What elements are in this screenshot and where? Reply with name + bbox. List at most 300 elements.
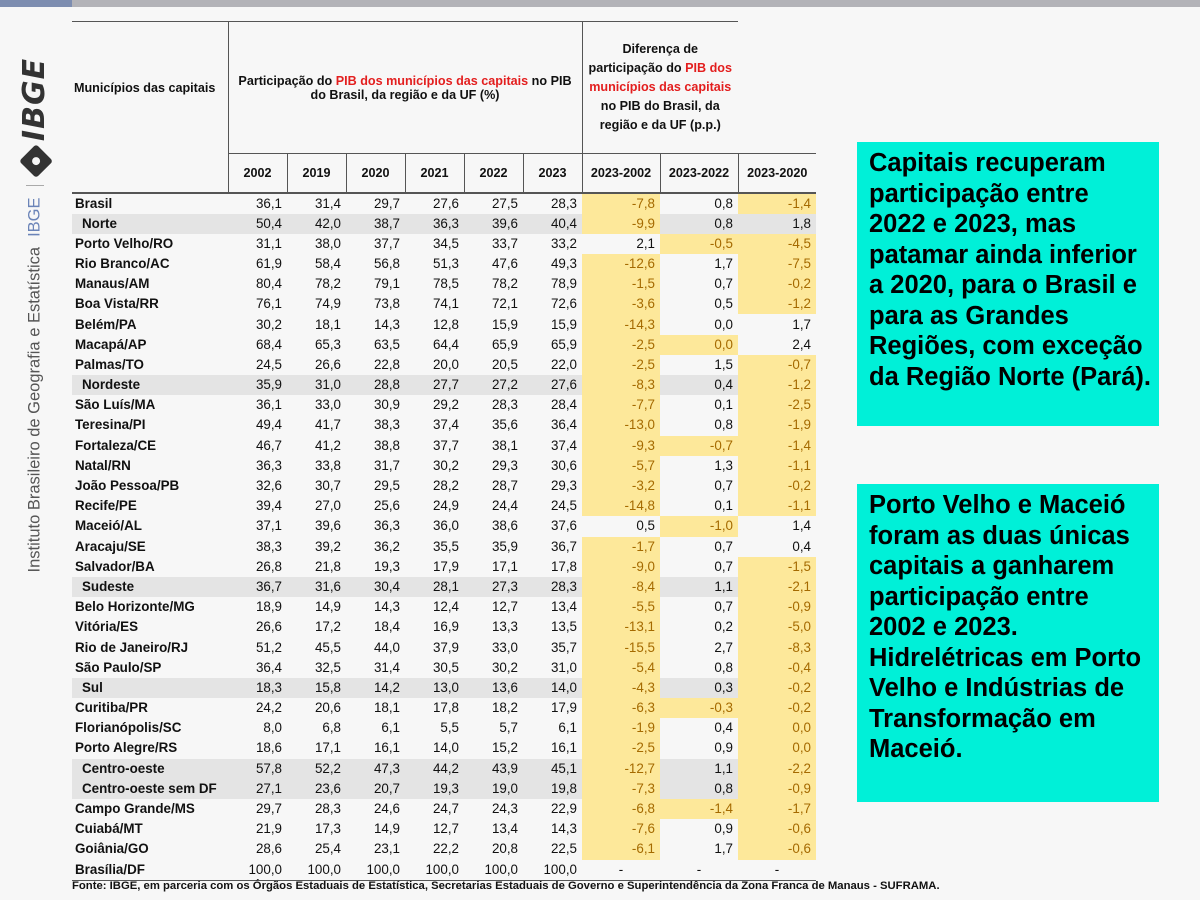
diff-cell: -0,7 xyxy=(660,436,738,456)
value-cell: 20,5 xyxy=(491,356,518,372)
table-row xyxy=(72,779,816,799)
value-cell: 19,0 xyxy=(464,779,523,799)
value-cell: 56,8 xyxy=(373,255,400,271)
value-cell: 14,0 xyxy=(432,740,459,756)
table-row xyxy=(72,415,816,435)
ibge-logo-icon xyxy=(19,144,53,178)
value-cell: 28,3 xyxy=(491,397,518,413)
value-cell: 34,5 xyxy=(432,235,459,251)
value-cell: 36,2 xyxy=(373,538,400,554)
value-cell: 28,1 xyxy=(405,577,464,597)
diff-cell: 0,4 xyxy=(792,538,811,554)
row-label: Norte xyxy=(72,214,228,234)
diff-cell: -8,3 xyxy=(738,637,816,657)
value-cell: 30,2 xyxy=(255,316,282,332)
value-cell: 17,1 xyxy=(491,558,518,574)
diff-cell: 0,4 xyxy=(660,375,738,395)
value-cell: 100,0 xyxy=(228,860,287,881)
diff-cell: -6,1 xyxy=(582,839,660,859)
value-cell: 27,0 xyxy=(314,498,341,514)
value-cell: 100,0 xyxy=(464,860,523,881)
diff-cell: 2,1 xyxy=(636,235,655,251)
value-cell: 28,2 xyxy=(432,478,459,494)
top-bar xyxy=(0,0,1200,7)
value-cell: 100,0 xyxy=(523,860,582,881)
value-cell: 14,3 xyxy=(550,821,577,837)
value-cell: 28,3 xyxy=(550,195,577,211)
value-cell: 51,2 xyxy=(255,639,282,655)
diff-cell: -1,5 xyxy=(738,557,816,577)
value-cell: 38,3 xyxy=(373,417,400,433)
value-cell: 6,1 xyxy=(381,720,400,736)
value-cell: 43,9 xyxy=(464,759,523,779)
value-cell: 15,2 xyxy=(491,740,518,756)
value-cell: 20,0 xyxy=(432,356,459,372)
diff-cell: - xyxy=(582,860,660,881)
value-cell: 39,4 xyxy=(255,498,282,514)
row-label: Salvador/BA xyxy=(75,558,155,574)
value-cell: 17,2 xyxy=(314,619,341,635)
value-cell: 100,0 xyxy=(405,860,464,881)
value-cell: 5,7 xyxy=(499,720,518,736)
row-label: Porto Velho/RO xyxy=(75,235,174,251)
value-cell: 28,8 xyxy=(346,375,405,395)
value-cell: 27,1 xyxy=(228,779,287,799)
diff-cell: 0,9 xyxy=(714,740,733,756)
table-row xyxy=(72,577,816,597)
diff-cell: 2,4 xyxy=(792,336,811,352)
diff-cell: -1,4 xyxy=(738,193,816,214)
value-cell: 29,7 xyxy=(255,801,282,817)
diff-cell: - xyxy=(738,860,816,881)
value-cell: 21,9 xyxy=(255,821,282,837)
value-cell: 36,7 xyxy=(228,577,287,597)
diff-cell: 1,5 xyxy=(714,356,733,372)
value-cell: 21,8 xyxy=(314,558,341,574)
institute-full-name: Instituto Brasileiro de Geografia e Estatística xyxy=(25,246,44,573)
row-label: Goiânia/GO xyxy=(75,841,149,857)
value-cell: 22,5 xyxy=(550,841,577,857)
value-cell: 13,0 xyxy=(405,678,464,698)
value-cell: 32,6 xyxy=(255,478,282,494)
table-row xyxy=(72,193,816,214)
diff-cell: -2,5 xyxy=(582,738,660,758)
value-cell: 24,4 xyxy=(491,498,518,514)
value-cell: 27,2 xyxy=(464,375,523,395)
value-cell: 17,9 xyxy=(432,558,459,574)
value-cell: 13,5 xyxy=(550,619,577,635)
value-cell: 27,3 xyxy=(464,577,523,597)
value-cell: 72,1 xyxy=(491,296,518,312)
table-row xyxy=(72,496,816,516)
value-cell: 79,1 xyxy=(373,276,400,292)
diff-cell: -2,5 xyxy=(738,395,816,415)
row-label: Boa Vista/RR xyxy=(75,296,159,312)
value-cell: 12,7 xyxy=(432,821,459,837)
diff-cell: -6,8 xyxy=(582,799,660,819)
diff-cell: -14,3 xyxy=(582,314,660,334)
value-cell: 35,9 xyxy=(228,375,287,395)
value-cell: 14,9 xyxy=(314,599,341,615)
value-cell: 14,3 xyxy=(373,316,400,332)
diff-cell: 1,3 xyxy=(714,457,733,473)
value-cell: 35,5 xyxy=(432,538,459,554)
value-cell: 28,3 xyxy=(314,801,341,817)
value-cell: 29,7 xyxy=(373,195,400,211)
table-row xyxy=(72,254,816,274)
value-cell: 14,9 xyxy=(373,821,400,837)
diff-cell: -1,1 xyxy=(738,496,816,516)
source-note: Fonte: IBGE, em parceria com os Órgãos Estaduais de Estatística, Secretarias Estaduais de Governo e Superintendência da Zona Franca de Manaus - SUFRAMA. xyxy=(72,880,940,892)
value-cell: 65,3 xyxy=(314,336,341,352)
value-cell: 33,0 xyxy=(491,639,518,655)
table-row xyxy=(72,738,816,758)
diff-cell: -0,6 xyxy=(738,819,816,839)
row-label: Centro-oeste sem DF xyxy=(72,779,228,799)
value-cell: 36,1 xyxy=(255,397,282,413)
value-cell: 100,0 xyxy=(346,860,405,881)
value-cell: 39,6 xyxy=(314,518,341,534)
table-row xyxy=(72,759,816,779)
header-municipios: Municípios das capitais xyxy=(72,22,228,154)
diff-cell: -9,9 xyxy=(582,214,660,234)
diff-cell: 1,7 xyxy=(714,841,733,857)
value-cell: 37,4 xyxy=(550,437,577,453)
diff-cell: -0,3 xyxy=(660,698,738,718)
table-row xyxy=(72,436,816,456)
value-cell: 100,0 xyxy=(287,860,346,881)
header-diferenca: Diferença de participação do PIB dos municípios das capitais no PIB do Brasil, da região e da UF (p.p.) xyxy=(582,22,738,154)
value-cell: 37,9 xyxy=(432,639,459,655)
row-label: Rio de Janeiro/RJ xyxy=(75,639,189,655)
row-label: Recife/PE xyxy=(75,498,137,514)
row-label: Brasil xyxy=(75,195,113,211)
value-cell: 26,8 xyxy=(255,558,282,574)
value-cell: 16,9 xyxy=(432,619,459,635)
value-cell: 37,1 xyxy=(255,518,282,534)
table-row xyxy=(72,456,816,476)
table-row xyxy=(72,375,816,395)
table-row xyxy=(72,799,816,819)
diff-cell: -8,3 xyxy=(582,375,660,395)
diff-cell: -0,7 xyxy=(738,355,816,375)
value-cell: 24,2 xyxy=(255,700,282,716)
diff-cell: 0,1 xyxy=(714,397,733,413)
value-cell: 14,2 xyxy=(346,678,405,698)
value-cell: 13,3 xyxy=(491,619,518,635)
row-label: Cuiabá/MT xyxy=(75,821,143,837)
diff-cell: -7,6 xyxy=(582,819,660,839)
table-row xyxy=(72,314,816,334)
table-row xyxy=(72,294,816,314)
diff-cell: -3,6 xyxy=(582,294,660,314)
value-cell: 27,6 xyxy=(523,375,582,395)
value-cell: 68,4 xyxy=(255,336,282,352)
diff-cell: -5,0 xyxy=(738,617,816,637)
value-cell: 25,6 xyxy=(373,498,400,514)
value-cell: 8,0 xyxy=(263,720,282,736)
diff-cell: -2,2 xyxy=(738,759,816,779)
table-row xyxy=(72,537,816,557)
table-row xyxy=(72,355,816,375)
value-cell: 15,9 xyxy=(550,316,577,332)
table-row xyxy=(72,214,816,234)
diff-cell: 0,0 xyxy=(714,316,733,332)
table-row xyxy=(72,839,816,859)
diff-cell: -5,7 xyxy=(582,456,660,476)
value-cell: 78,9 xyxy=(550,276,577,292)
value-cell: 49,4 xyxy=(255,417,282,433)
diff-cell: 0,8 xyxy=(714,659,733,675)
diff-cell: 1,7 xyxy=(792,316,811,332)
row-label: Porto Alegre/RS xyxy=(75,740,178,756)
diff-cell: -4,3 xyxy=(582,678,660,698)
value-cell: 49,3 xyxy=(550,255,577,271)
ibge-logo xyxy=(17,50,53,180)
value-cell: 51,3 xyxy=(432,255,459,271)
value-cell: 76,1 xyxy=(255,296,282,312)
diff-cell: 0,0 xyxy=(738,718,816,738)
value-cell: 36,3 xyxy=(405,214,464,234)
diff-cell: 0,7 xyxy=(714,538,733,554)
row-label: São Paulo/SP xyxy=(75,659,162,675)
value-cell: 18,9 xyxy=(255,599,282,615)
value-cell: 45,1 xyxy=(523,759,582,779)
callout-porto-velho-maceio: Porto Velho e Maceió foram as duas únicas capitais a ganharem participação entre 2002 e 2023. Hidrelétricas em Porto Velho e Indústrias de Transformação em Maceió. xyxy=(857,484,1159,802)
logo-text: IBGE xyxy=(17,57,53,141)
value-cell: 41,7 xyxy=(314,417,341,433)
value-cell: 17,1 xyxy=(314,740,341,756)
value-cell: 31,4 xyxy=(314,195,341,211)
row-label: Natal/RN xyxy=(75,457,131,473)
value-cell: 38,7 xyxy=(346,214,405,234)
diff-cell: -2,5 xyxy=(582,355,660,375)
value-cell: 15,8 xyxy=(287,678,346,698)
value-cell: 46,7 xyxy=(255,437,282,453)
diff-cell: -1,4 xyxy=(738,436,816,456)
value-cell: 35,6 xyxy=(491,417,518,433)
value-cell: 78,2 xyxy=(314,276,341,292)
diff-cell: 0,4 xyxy=(714,720,733,736)
value-cell: 37,6 xyxy=(550,518,577,534)
row-label: Campo Grande/MS xyxy=(75,801,195,817)
value-cell: 36,4 xyxy=(255,659,282,675)
diff-cell: 1,7 xyxy=(714,255,733,271)
row-label: Sul xyxy=(72,678,228,698)
value-cell: 35,7 xyxy=(550,639,577,655)
diff-cell: -0,2 xyxy=(738,698,816,718)
row-label: Teresina/PI xyxy=(75,417,146,433)
value-cell: 23,6 xyxy=(287,779,346,799)
diff-cell: -0,2 xyxy=(738,476,816,496)
value-cell: 17,3 xyxy=(314,821,341,837)
header-diff: 2023-2020 xyxy=(738,154,816,193)
value-cell: 36,3 xyxy=(373,518,400,534)
diff-cell: -2,1 xyxy=(738,577,816,597)
value-cell: 37,4 xyxy=(432,417,459,433)
value-cell: 38,0 xyxy=(314,235,341,251)
row-label: Brasília/DF xyxy=(72,860,228,881)
diff-cell: -8,4 xyxy=(582,577,660,597)
diff-cell: -2,5 xyxy=(582,335,660,355)
value-cell: 45,5 xyxy=(314,639,341,655)
value-cell: 27,6 xyxy=(432,195,459,211)
value-cell: 36,7 xyxy=(550,538,577,554)
value-cell: 14,0 xyxy=(523,678,582,698)
value-cell: 47,6 xyxy=(491,255,518,271)
institute-abbr: IBGE xyxy=(25,197,44,237)
header-diff: 2023-2022 xyxy=(660,154,738,193)
diff-cell: 0,8 xyxy=(660,779,738,799)
header-diff: 2023-2002 xyxy=(582,154,660,193)
value-cell: 18,1 xyxy=(373,700,400,716)
value-cell: 38,1 xyxy=(491,437,518,453)
row-label: Macapá/AP xyxy=(75,336,147,352)
value-cell: 42,0 xyxy=(287,214,346,234)
value-cell: 22,9 xyxy=(550,801,577,817)
diff-cell: 2,7 xyxy=(714,639,733,655)
diff-cell: 1,8 xyxy=(738,214,816,234)
table-body xyxy=(72,193,816,881)
diff-cell: -14,8 xyxy=(582,496,660,516)
header-blank-cell xyxy=(72,154,228,193)
value-cell: 19,8 xyxy=(523,779,582,799)
diff-cell: -0,4 xyxy=(738,658,816,678)
header-row-years xyxy=(72,154,816,193)
diff-cell: -12,7 xyxy=(582,759,660,779)
value-cell: 80,4 xyxy=(255,276,282,292)
value-cell: 72,6 xyxy=(550,296,577,312)
value-cell: 31,7 xyxy=(373,457,400,473)
value-cell: 30,2 xyxy=(432,457,459,473)
diff-cell: 0,2 xyxy=(714,619,733,635)
value-cell: 35,9 xyxy=(491,538,518,554)
value-cell: 63,5 xyxy=(373,336,400,352)
table-row xyxy=(72,395,816,415)
value-cell: 65,9 xyxy=(491,336,518,352)
value-cell: 39,6 xyxy=(464,214,523,234)
value-cell: 40,4 xyxy=(523,214,582,234)
diff-cell: -0,2 xyxy=(738,678,816,698)
table-row xyxy=(72,476,816,496)
value-cell: 52,2 xyxy=(287,759,346,779)
value-cell: 44,0 xyxy=(373,639,400,655)
table-row xyxy=(72,819,816,839)
diff-cell: 0,5 xyxy=(636,518,655,534)
value-cell: 39,2 xyxy=(314,538,341,554)
value-cell: 31,6 xyxy=(287,577,346,597)
value-cell: 33,8 xyxy=(314,457,341,473)
value-cell: 36,3 xyxy=(255,457,282,473)
diff-cell: -1,0 xyxy=(660,516,738,536)
value-cell: 33,7 xyxy=(491,235,518,251)
diff-cell: 0,8 xyxy=(714,417,733,433)
diff-cell: 0,0 xyxy=(660,335,738,355)
value-cell: 24,5 xyxy=(255,356,282,372)
value-cell: 22,8 xyxy=(373,356,400,372)
table-row xyxy=(72,597,816,617)
row-label: Palmas/TO xyxy=(75,356,144,372)
row-label: Fortaleza/CE xyxy=(75,437,157,453)
value-cell: 50,4 xyxy=(228,214,287,234)
table-row xyxy=(72,617,816,637)
diff-cell: -0,6 xyxy=(738,839,816,859)
value-cell: 38,3 xyxy=(255,538,282,554)
table-row xyxy=(72,516,816,536)
value-cell: 41,2 xyxy=(314,437,341,453)
value-cell: 29,3 xyxy=(550,478,577,494)
diff-cell: -1,7 xyxy=(582,537,660,557)
sidebar-divider xyxy=(26,185,44,186)
row-label: Aracaju/SE xyxy=(75,538,146,554)
row-label: Belo Horizonte/MG xyxy=(75,599,195,615)
diff-cell: -6,3 xyxy=(582,698,660,718)
diff-cell: -7,3 xyxy=(582,779,660,799)
value-cell: 12,7 xyxy=(491,599,518,615)
pib-capitals-table xyxy=(72,21,816,881)
value-cell: 78,5 xyxy=(432,276,459,292)
value-cell: 36,0 xyxy=(432,518,459,534)
value-cell: 18,2 xyxy=(491,700,518,716)
value-cell: 24,9 xyxy=(432,498,459,514)
row-label: Vitória/ES xyxy=(75,619,139,635)
table-row xyxy=(72,557,816,577)
callout-recuperam: Capitais recuperam participação entre 2022 e 2023, mas patamar ainda inferior a 2020, para o Brasil e para as Grandes Regiões, com exceção da Região Norte (Pará). xyxy=(857,142,1159,426)
diff-cell: -1,1 xyxy=(738,456,816,476)
header-year: 2002 xyxy=(228,154,287,193)
diff-cell: -1,7 xyxy=(738,799,816,819)
diff-cell: - xyxy=(660,860,738,881)
value-cell: 36,1 xyxy=(255,195,282,211)
header-year: 2023 xyxy=(523,154,582,193)
table-row xyxy=(72,234,816,254)
diff-cell: 0,8 xyxy=(660,214,738,234)
value-cell: 33,0 xyxy=(314,397,341,413)
value-cell: 22,2 xyxy=(432,841,459,857)
value-cell: 28,6 xyxy=(255,841,282,857)
value-cell: 31,0 xyxy=(550,659,577,675)
value-cell: 30,4 xyxy=(346,577,405,597)
value-cell: 16,1 xyxy=(373,740,400,756)
institute-name xyxy=(26,197,45,572)
diff-cell: 0,3 xyxy=(660,678,738,698)
value-cell: 38,6 xyxy=(491,518,518,534)
value-cell: 29,3 xyxy=(491,457,518,473)
row-label: Nordeste xyxy=(72,375,228,395)
header-participacao: Participação do PIB dos municípios das capitais no PIB do Brasil, da região e da UF (%) xyxy=(228,22,582,154)
value-cell: 33,2 xyxy=(550,235,577,251)
value-cell: 24,6 xyxy=(373,801,400,817)
value-cell: 13,6 xyxy=(464,678,523,698)
value-cell: 36,4 xyxy=(550,417,577,433)
value-cell: 24,5 xyxy=(550,498,577,514)
diff-cell: -13,0 xyxy=(582,415,660,435)
diff-cell: 0,7 xyxy=(714,276,733,292)
value-cell: 6,1 xyxy=(558,720,577,736)
value-cell: 20,6 xyxy=(314,700,341,716)
value-cell: 13,4 xyxy=(491,821,518,837)
header-year: 2021 xyxy=(405,154,464,193)
value-cell: 64,4 xyxy=(432,336,459,352)
row-label: Centro-oeste xyxy=(72,759,228,779)
diff-cell: 0,9 xyxy=(714,821,733,837)
value-cell: 15,9 xyxy=(491,316,518,332)
value-cell: 30,9 xyxy=(373,397,400,413)
value-cell: 19,3 xyxy=(405,779,464,799)
value-cell: 78,2 xyxy=(491,276,518,292)
diff-cell: -1,9 xyxy=(582,718,660,738)
value-cell: 31,1 xyxy=(255,235,282,251)
